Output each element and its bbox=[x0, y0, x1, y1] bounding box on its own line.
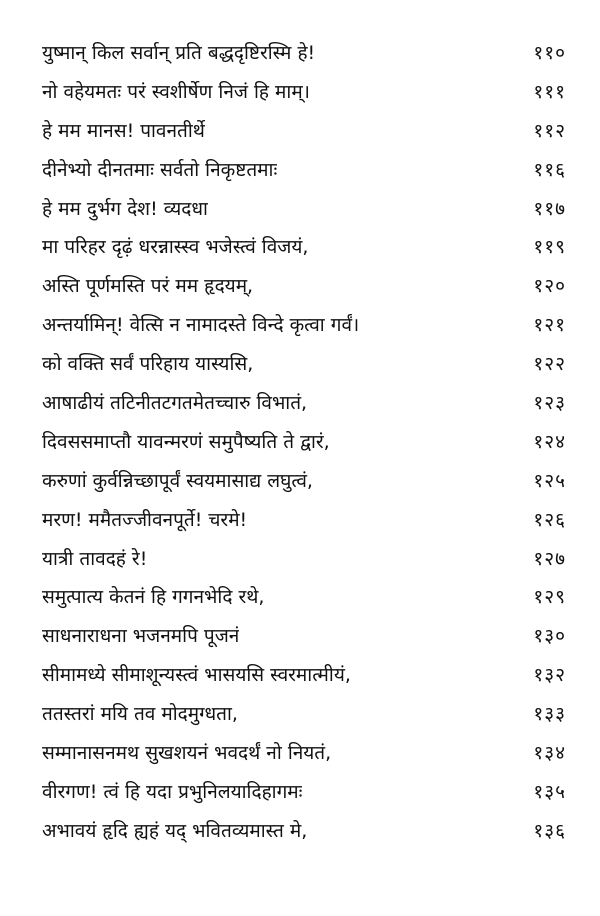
verse-first-line: दीनेभ्यो दीनतमाः सर्वतो निकृष्टतमाः bbox=[42, 158, 278, 181]
page-number: ११२ bbox=[533, 119, 566, 142]
index-row bbox=[0, 388, 600, 427]
index-row bbox=[0, 232, 600, 271]
verse-first-line: अन्तर्यामिन्! वेत्सि न नामादस्ते विन्दे कृत्वा गर्वं। bbox=[42, 314, 360, 337]
verse-first-line: अभावयं हृदि ह्यहं यद् भवितव्यमास्त मे, bbox=[42, 819, 308, 842]
verse-first-line: हे मम दुर्भग देश! व्यदधा bbox=[42, 197, 208, 220]
page-number: ११९ bbox=[533, 236, 566, 259]
page-number: १२१ bbox=[533, 314, 566, 337]
index-row bbox=[0, 544, 600, 583]
index-row bbox=[0, 777, 600, 816]
index-row bbox=[0, 116, 600, 155]
verse-first-line: करुणां कुर्वन्निच्छापूर्वं स्वयमासाद्य लघुत्वं, bbox=[42, 469, 313, 492]
verse-first-line: मरण! ममैतज्जीवनपूर्ते! चरमे! bbox=[42, 508, 248, 531]
page-number: ११० bbox=[533, 42, 566, 64]
page-number: १३६ bbox=[533, 819, 566, 842]
index-row bbox=[0, 738, 600, 777]
page-number: १२४ bbox=[533, 430, 566, 453]
index-row bbox=[0, 349, 600, 388]
verse-first-line: यात्री तावदहं रे! bbox=[42, 547, 148, 570]
index-row bbox=[0, 194, 600, 233]
index-row bbox=[0, 816, 600, 855]
page-number: १२२ bbox=[533, 353, 566, 376]
index-row bbox=[0, 77, 600, 116]
page-number: १२० bbox=[533, 275, 566, 298]
page-number: १२३ bbox=[533, 392, 566, 415]
verse-first-line: साधनाराधना भजनमपि पूजनं bbox=[42, 625, 240, 648]
verse-first-line: आषाढीयं तटिनीतटगतमेतच्चारु विभातं, bbox=[42, 392, 308, 415]
index-row bbox=[0, 427, 600, 466]
page-number: १३४ bbox=[533, 742, 566, 765]
page-number: ११७ bbox=[533, 197, 566, 220]
verse-first-line: युष्मान् किल सर्वान् प्रति बद्धदृष्टिरस्मि हे! bbox=[42, 42, 316, 64]
verse-first-line: वीरगण! त्वं हि यदा प्रभुनिलयादिहागमः bbox=[42, 780, 303, 803]
verse-first-line: दिवससमाप्तौ यावन्मरणं समुपैष्यति ते द्वारं, bbox=[42, 430, 330, 453]
index-row bbox=[0, 621, 600, 660]
index-row bbox=[0, 155, 600, 194]
page-number: १३२ bbox=[533, 664, 566, 687]
page-number: १३० bbox=[533, 625, 566, 648]
page-number: १११ bbox=[533, 80, 566, 103]
page-number: १२९ bbox=[533, 586, 566, 609]
verse-first-line: सीमामध्ये सीमाशून्यस्त्वं भासयसि स्वरमात्मीयं, bbox=[42, 664, 351, 687]
index-row bbox=[0, 699, 600, 738]
verse-first-line: समुत्पात्य केतनं हि गगनभेदि रथे, bbox=[42, 586, 265, 609]
page-number: १२५ bbox=[533, 469, 566, 492]
page-number: १३५ bbox=[533, 780, 566, 803]
index-row bbox=[0, 660, 600, 699]
index-row bbox=[0, 466, 600, 505]
page-number: १२७ bbox=[533, 547, 566, 570]
index-row bbox=[0, 582, 600, 621]
page-number: १२६ bbox=[533, 508, 566, 531]
verse-first-line: को वक्ति सर्वं परिहाय यास्यसि, bbox=[42, 353, 254, 376]
index-row bbox=[0, 310, 600, 349]
verse-first-line: ततस्तरां मयि तव मोदमुग्धता, bbox=[42, 703, 238, 726]
index-row bbox=[0, 505, 600, 544]
index-row bbox=[0, 38, 600, 77]
verse-first-line: मा परिहर दृढ़ं धरन्नास्स्व भजेस्त्वं विजयं, bbox=[42, 236, 309, 259]
verse-first-line: नो वहेयमतः परं स्वशीर्षेण निजं हि माम्। bbox=[42, 80, 310, 103]
verse-first-line: अस्ति पूर्णमस्ति परं मम हृदयम्, bbox=[42, 275, 254, 298]
index-row bbox=[0, 271, 600, 310]
verse-first-line: सम्मानासनमथ सुखशयनं भवदर्थं नो नियतं, bbox=[42, 742, 332, 765]
page-number: ११६ bbox=[533, 158, 566, 181]
page-number: १३३ bbox=[533, 703, 566, 726]
verse-first-line: हे मम मानस! पावनतीर्थे bbox=[42, 119, 205, 142]
